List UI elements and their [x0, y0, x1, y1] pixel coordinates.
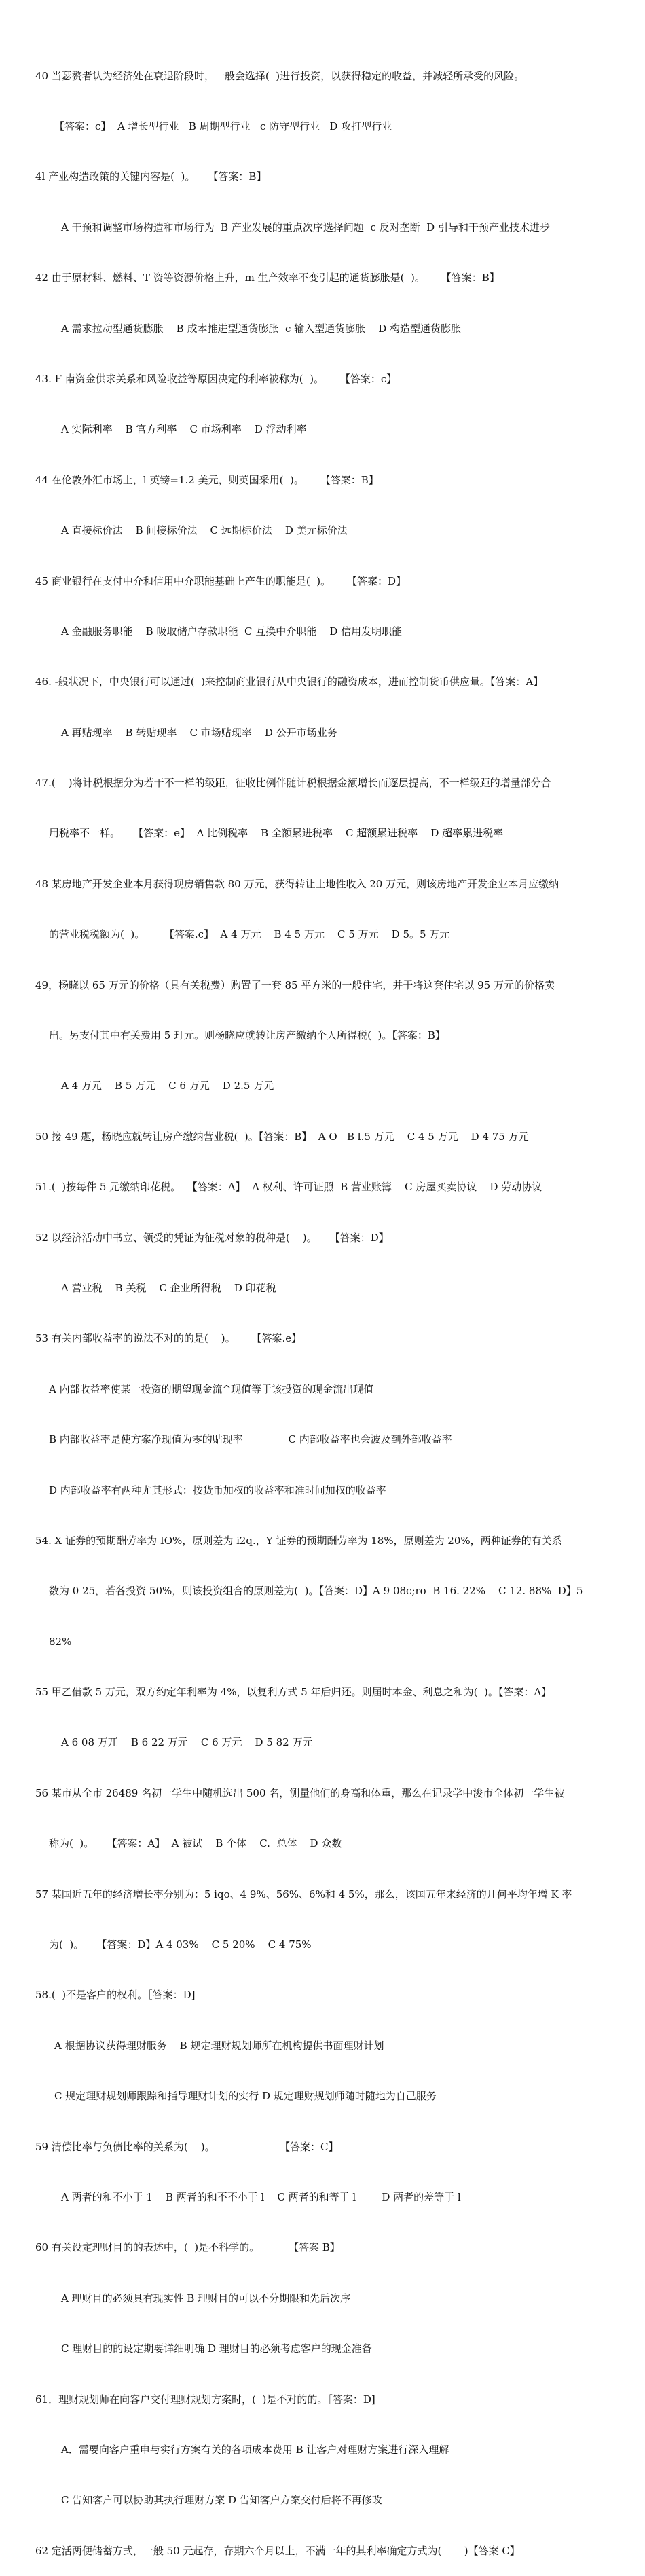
question-55: 55 甲乙借款 5 万元，双方约定年利率为 4%，以复利方式 5 年后归还。则届时本金、利息之和为( )。【答案：A】 — [35, 1686, 552, 1699]
question-48: 48 某房地产开发企业本月获得现房销售款 80 万元，获得转让土地性收入 20 万元，则该房地产开发企业本月应缴纳 — [35, 877, 559, 890]
question-44: 44 在伦敦外汇市场上，l 英镑=1.2 美元，则英国采用( )。 【答案：B】 — [35, 473, 379, 486]
question-51: 51.( )按每件 5 元缴纳印花税。 【答案：A】 A 权利、许可证照 B 营业账簿 C 房屋买卖协议 D 劳动协议 — [35, 1181, 542, 1194]
question-58: 58.( )不是客户的权利。［答案：D] — [35, 1989, 196, 2002]
question-47: 47.( )将计税根据分为若干不一样的级距，征收比例伴随计税根据金额增长而逐层提高，不一样级距的增量部分合 — [35, 777, 551, 790]
document-body — [35, 34, 611, 2576]
answer-options: A．需要向客户重申与实行方案有关的各项成本费用 B 让客户对理财方案进行深入理解 — [61, 2443, 449, 2456]
answer-options: A 4 万元 B 5 万元 C 6 万元 D 2.5 万元 — [61, 1080, 274, 1092]
answer-options: A 根据协议获得理财服务 B 规定理财规划师所在机构提供书面理财计划 — [54, 2039, 384, 2052]
question-61: 61．理财规划师在向客户交付理财规划方案时，( )是不对的的。［答案：D] — [35, 2393, 375, 2406]
question-continuation: 为( )。 【答案：D】A 4 03% C 5 20% C 4 75% — [49, 1938, 312, 1951]
question-continuation: 数为 0 25，若各投资 50%，则该投资组合的原则差为( )。【答案：D】A 9 08c;ro B 16. 22% C 12. 88% D】5 — [49, 1585, 583, 1598]
question-42: 42 由于原材料、燃料、T 资等资源价格上升，m 生产效率不变引起的通货膨胀是( )。 【答案：B】 — [35, 272, 500, 284]
answer-options: A 营业税 B 关税 C 企业所得税 D 印花税 — [61, 1281, 276, 1294]
answer-options: A 干预和调整市场构造和市场行为 B 产业发展的重点次序选择问题 c 反对垄断 D 引导和干预产业技术进步 — [61, 221, 550, 234]
answer-options: A 6 08 万兀 B 6 22 万元 C 6 万元 D 5 82 万元 — [61, 1736, 313, 1749]
question-continuation: 82% — [49, 1635, 72, 1648]
answer-options: B 内部收益率是使方案净现值为零的贴现率 C 内部收益率也会波及到外部收益率 — [49, 1433, 452, 1446]
answer-option-d: D 内部收益率有两种尤其形式：按货币加权的收益率和准时间加权的收益率 — [49, 1484, 386, 1496]
question-46: 46. -般状况下，中央银行可以通过( )来控制商业银行从中央银行的融资成本，进而控制货币供应量。【答案：A】 — [35, 676, 544, 688]
answer-options: A 再贴现率 B 转贴现率 C 市场贴现率 D 公开市场业务 — [61, 726, 337, 739]
question-continuation: 的营业税税额为( )。 【答案.c】 A 4 万元 B 4 5 万元 C 5 万元 D 5。5 万元 — [49, 928, 450, 941]
question-continuation: 用税率不一样。 【答案：e】 A 比例税率 B 全额累进税率 C 超额累进税率 D 超率累进税率 — [49, 827, 504, 840]
question-57: 57 某国近五年的经济增长率分别为：5 iqo、4 9%、56%、6%和 4 5%，那么，该国五年来经济的几何平均年增 K 率 — [35, 1888, 572, 1900]
question-54: 54. X 证券的预期酬劳率为 IO%，原则差为 i2q.，Y 证券的预期酬劳率为 18%，原则差为 20%，两种证券的有关系 — [35, 1534, 562, 1547]
answer-options: A 理财目的必须具有现实性 B 理财目的可以不分期限和先后次序 — [61, 2292, 351, 2304]
question-45: 45 商业银行在支付中介和信用中介职能基础上产生的职能是( )。 【答案：D】 — [35, 574, 406, 587]
answer-options: C 告知客户可以协助其执行理财方案 D 告知客户方案交付后将不再修改 — [61, 2494, 382, 2507]
question-53: 53 有关内部收益率的说法不对的的是( )。 【答案.e】 — [35, 1332, 302, 1345]
answer-option-a: A 内部收益率使某一投资的期望现金流^现值等于该投资的现金流出现值 — [49, 1382, 374, 1395]
question-52: 52 以经济活动中书立、领受的凭证为征税对象的税种是( )。 【答案：D】 — [35, 1231, 389, 1244]
question-50: 50 接 49 题，杨晓应就转让房产缴纳营业税( )。【答案：B】 A O B l.5 万元 C 4 5 万元 D 4 75 万元 — [35, 1130, 529, 1143]
answer-options: C 理财目的的设定期要详细明确 D 理财目的必须考虑客户的现金准备 — [61, 2342, 372, 2355]
question-41: 4l 产业构造政策的关键内容是( )。 【答案：B】 — [35, 170, 267, 183]
question-59: 59 清偿比率与负债比率的关系为( )。 【答案：C】 — [35, 2140, 339, 2153]
answer-options: A 两者的和不小于 1 B 两者的和不不小于 l C 两者的和等于 l D 两者的差等于 l — [61, 2191, 461, 2203]
question-43: 43. F 南资金供求关系和风险收益等原因决定的利率被称为( )。 【答案：c】 — [35, 372, 397, 385]
answer-options: A 金融服务职能 B 吸取储户存款职能 C 互换中介职能 D 信用发明职能 — [61, 625, 403, 638]
answer-options: A 实际利率 B 官方利率 C 市场利率 D 浮动利率 — [61, 423, 307, 436]
answer-options: A 直接标价法 B 间接标价法 C 远期标价法 D 美元标价法 — [61, 524, 348, 537]
question-62: 62 定活两便储蓄方式，一般 50 元起存，存期六个月以上，不满一年的其利率确定方式为( )【答案 C】 — [35, 2544, 520, 2557]
question-40: 40 当瑟赘者认为经济处在衰退阶段时，一般会选择( )进行投资，以获得稳定的收益，并减轻所承受的风险。 — [35, 69, 525, 82]
question-continuation: 出。另支付其中有关费用 5 玎元。则杨晓应就转让房产缴纳个人所得税( )。【答案：B】 — [49, 1029, 445, 1042]
answer-options: C 规定理财规划师跟踪和指导理财计划的实行 D 规定理财规划师随时随地为自己服务 — [54, 2090, 437, 2103]
answer-options: A 需求拉动型通货膨胀 B 成本推进型通货膨胀 c 输入型通货膨胀 D 构造型通货膨胀 — [61, 322, 462, 335]
answer-options: 【答案：c】 A 增长型行业 B 周期型行业 c 防守型行业 D 攻打型行业 — [54, 119, 392, 132]
question-continuation: 称为( )。 【答案：A】 A 被试 B 个体 C. 总体 D 众数 — [49, 1837, 342, 1850]
question-60: 60 有关设定理财目的的表述中，( )是不科学的。 【答案 B】 — [35, 2241, 340, 2254]
question-49: 49，杨晓以 65 万元的价格（具有关税费）购置了一套 85 平方米的一般住宅，并于将这套住宅以 95 万元的价格卖 — [35, 978, 555, 991]
question-56: 56 某市从全市 26489 名初一学生中随机选出 500 名，测量他们的身高和体重，那么在记录学中浚市全体初一学生被 — [35, 1786, 565, 1799]
